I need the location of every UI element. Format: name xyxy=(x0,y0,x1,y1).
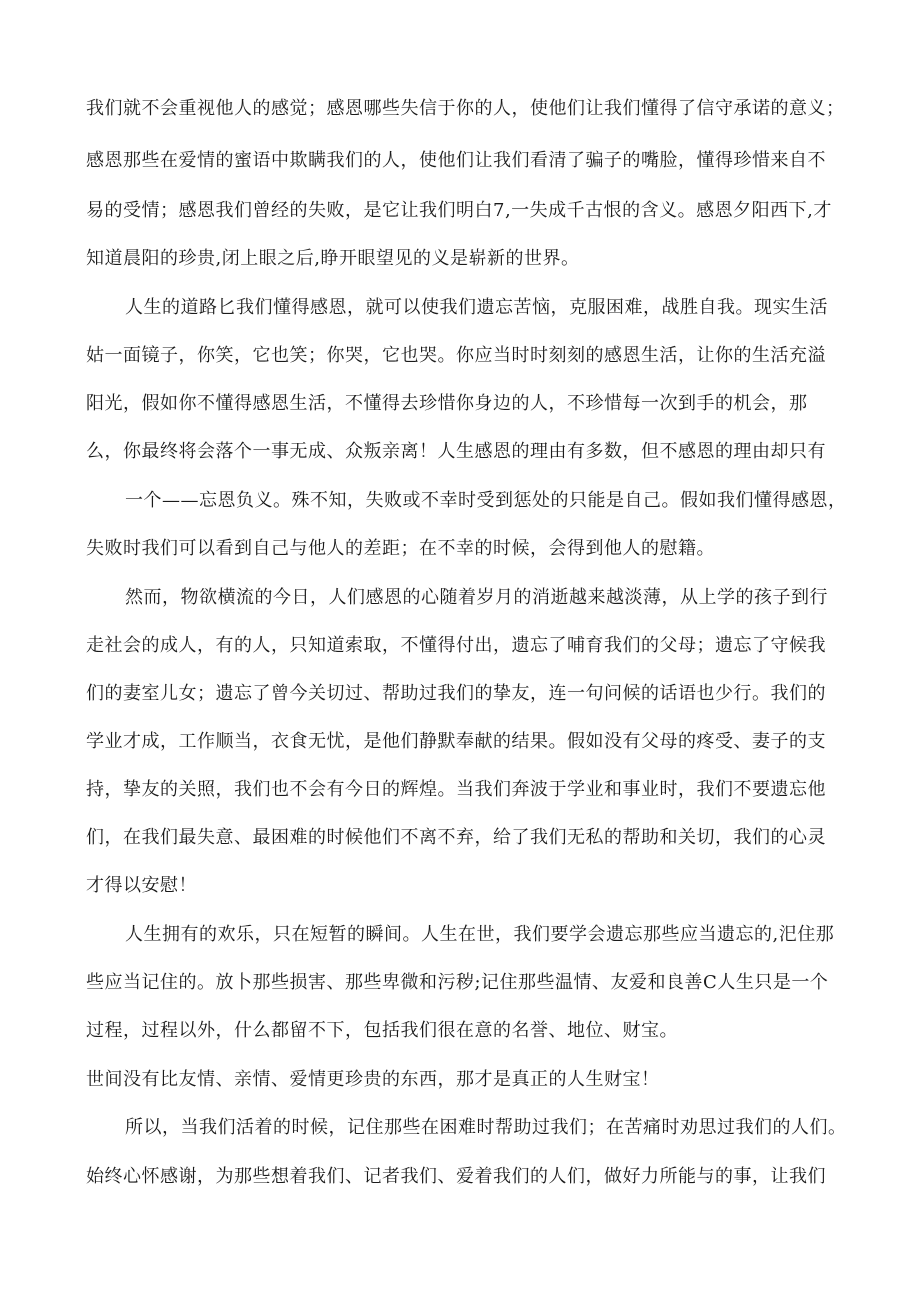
text-line-15: 持，挚友的关照，我们也不会有今日的辉煌。当我们奔波于学业和事业时，我们不要遗忘他 xyxy=(86,779,826,800)
text-line-8: 么，你最终将会落个一事无成、众叛亲离！人生感恩的理由有多数，但不感恩的理由却只有 xyxy=(86,441,826,462)
text-line-19: 些应当记住的。放卜那些损害、那些卑微和污秽;记住那些温情、友爱和良善C人生只是一个 xyxy=(86,972,829,993)
text-line-16: 们，在我们最失意、最困难的时候他们不离不弃，给了我们无私的帮助和关切，我们的心灵 xyxy=(86,827,826,848)
text-line-14: 学业才成，工作顺当，衣食无忧，是他们静默奉献的结果。假如没有父母的疼受、妻子的支 xyxy=(86,731,826,752)
text-line-4: 知道晨阳的珍贵,闭上眼之后,睁开眼望见的义是崭新的世界。 xyxy=(86,248,580,269)
text-line-21: 世间没有比友情、亲情、爱情更珍贵的东西，那才是真正的人生财宝！ xyxy=(86,1069,660,1090)
text-line-11: 然而，物欲横流的今日，人们感恩的心随着岁月的消逝越来越淡薄，从上学的孩子到行 xyxy=(125,587,828,608)
text-line-20: 过程，过程以外，什么都留不下，包括我们很在意的名誉、地位、财宝。 xyxy=(86,1020,678,1041)
text-line-3: 易的受情；感恩我们曾经的失败，是它让我们明白7,一失成千古恨的含义。感恩夕阳西下,才 xyxy=(86,200,832,221)
text-line-2: 感恩那些在爱情的蜜语中欺瞒我们的人，使他们让我们看清了骗子的嘴脸，懂得珍惜来自不 xyxy=(86,150,826,171)
text-line-6: 姑一面镜子，你笑，它也笑；你哭，它也哭。你应当时时刻刻的感恩生活，让你的生活充溢 xyxy=(86,345,826,366)
text-line-5: 人生的道路匕我们懂得感恩，就可以使我们遗忘苦恼，克服困难，战胜自我。现实生活 xyxy=(125,297,828,318)
text-line-17: 才得以安慰！ xyxy=(86,875,197,896)
text-line-23: 始终心怀感谢，为那些想着我们、记者我们、爱着我们的人们，做好力所能与的事，让我们 xyxy=(86,1166,826,1187)
text-line-13: 们的妻室儿女；遗忘了曾今关切过、帮助过我们的挚友，连一句问候的话语也少行。我们的 xyxy=(86,683,826,704)
text-line-10: 失败时我们可以看到自己与他人的差距；在不幸的时候，会得到他人的慰籍。 xyxy=(86,538,715,559)
text-line-1: 我们就不会重视他人的感觉；感恩哪些失信于你的人，使他们让我们懂得了信守承诺的意义； xyxy=(86,98,845,119)
text-line-7: 阳光，假如你不懂得感恩生活，不懂得去珍惜你身边的人，不珍惜每一次到手的机会，那 xyxy=(86,393,808,414)
text-line-22: 所以，当我们活着的时候，记住那些在困难时帮助过我们；在苦痛时劝思过我们的人们。 xyxy=(125,1117,846,1138)
text-line-12: 走社会的成人，有的人，只知道索取，不懂得付出，遗忘了哺育我们的父母；遗忘了守候我 xyxy=(86,635,826,656)
text-line-9: 一个——忘恩负义。殊不知，失败或不幸时受到惩处的只能是自己。假如我们懂得感恩， xyxy=(125,490,846,511)
text-line-18: 人生拥有的欢乐，只在短暂的瞬间。人生在世，我们要学会遗忘那些应当遗忘的,汜住那 xyxy=(125,924,835,945)
